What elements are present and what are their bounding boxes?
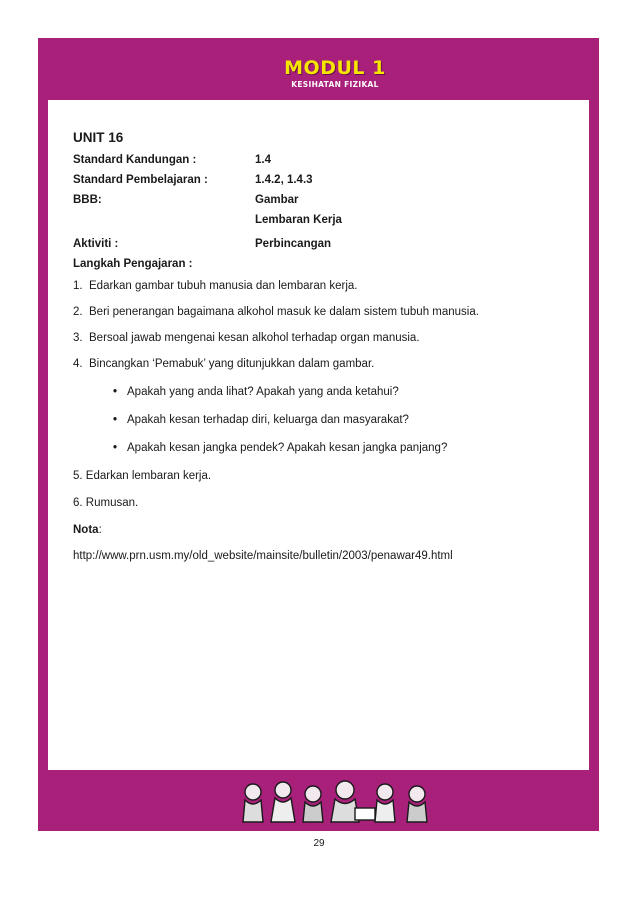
bullet-item — [113, 386, 399, 398]
bullet-text: Apakah yang anda lihat? Apakah yang anda ketahui? — [127, 386, 399, 398]
step-number: 3. — [73, 332, 83, 344]
bullet-text: Apakah kesan terhadap diri, keluarga dan masyarakat? — [127, 414, 409, 426]
step-item — [73, 358, 374, 370]
step-item — [73, 280, 358, 292]
bullet-item — [113, 414, 409, 426]
field-label: BBB: — [73, 194, 102, 206]
step-text: Bersoal jawab mengenai kesan alkohol terhadap organ manusia. — [89, 332, 420, 344]
step-text: Beri penerangan bagaimana alkohol masuk ke dalam sistem tubuh manusia. — [89, 306, 479, 318]
bullet-dot-icon: • — [113, 386, 118, 398]
reference-link[interactable]: http://www.prn.usm.my/old_website/mainsite/bulletin/2003/penawar49.html — [73, 550, 453, 562]
step-item — [73, 306, 479, 318]
field-label: Standard Pembelajaran : — [73, 174, 208, 186]
nota-colon: : — [98, 524, 102, 536]
field-label: Aktiviti : — [73, 238, 119, 250]
field-value: 1.4.2, 1.4.3 — [255, 174, 313, 186]
step-5: 5. Edarkan lembaran kerja. — [73, 470, 212, 482]
page-number: 29 — [313, 838, 325, 849]
content-panel — [48, 100, 589, 770]
step-item — [73, 332, 420, 344]
nota-label: Nota — [73, 524, 99, 536]
bullet-dot-icon: • — [113, 442, 118, 454]
bullet-dot-icon: • — [113, 414, 118, 426]
bullet-text: Apakah kesan jangka pendek? Apakah kesan jangka panjang? — [127, 442, 448, 454]
step-6: 6. Rumusan. — [73, 497, 139, 509]
field-value: 1.4 — [255, 154, 271, 166]
nota-line — [73, 524, 102, 536]
module-title: MODUL 1 — [284, 57, 386, 79]
field-value: Perbincangan — [255, 238, 332, 250]
module-subtitle: KESIHATAN FIZIKAL — [291, 80, 379, 89]
unit-title: UNIT 16 — [73, 130, 124, 145]
field-value: Lembaran Kerja — [255, 214, 342, 226]
cartoon-people-illustration — [235, 778, 435, 826]
bullet-item — [113, 442, 447, 454]
step-number: 4. — [73, 358, 83, 370]
page-frame — [38, 38, 599, 831]
field-label: Langkah Pengajaran : — [73, 258, 193, 270]
field-label: Standard Kandungan : — [73, 154, 197, 166]
step-text: Bincangkan ‘Pemabuk’ yang ditunjukkan dalam gambar. — [89, 358, 375, 370]
step-text: Edarkan gambar tubuh manusia dan lembaran kerja. — [89, 280, 358, 292]
step-number: 1. — [73, 280, 83, 292]
step-number: 2. — [73, 306, 83, 318]
field-value: Gambar — [255, 194, 299, 206]
